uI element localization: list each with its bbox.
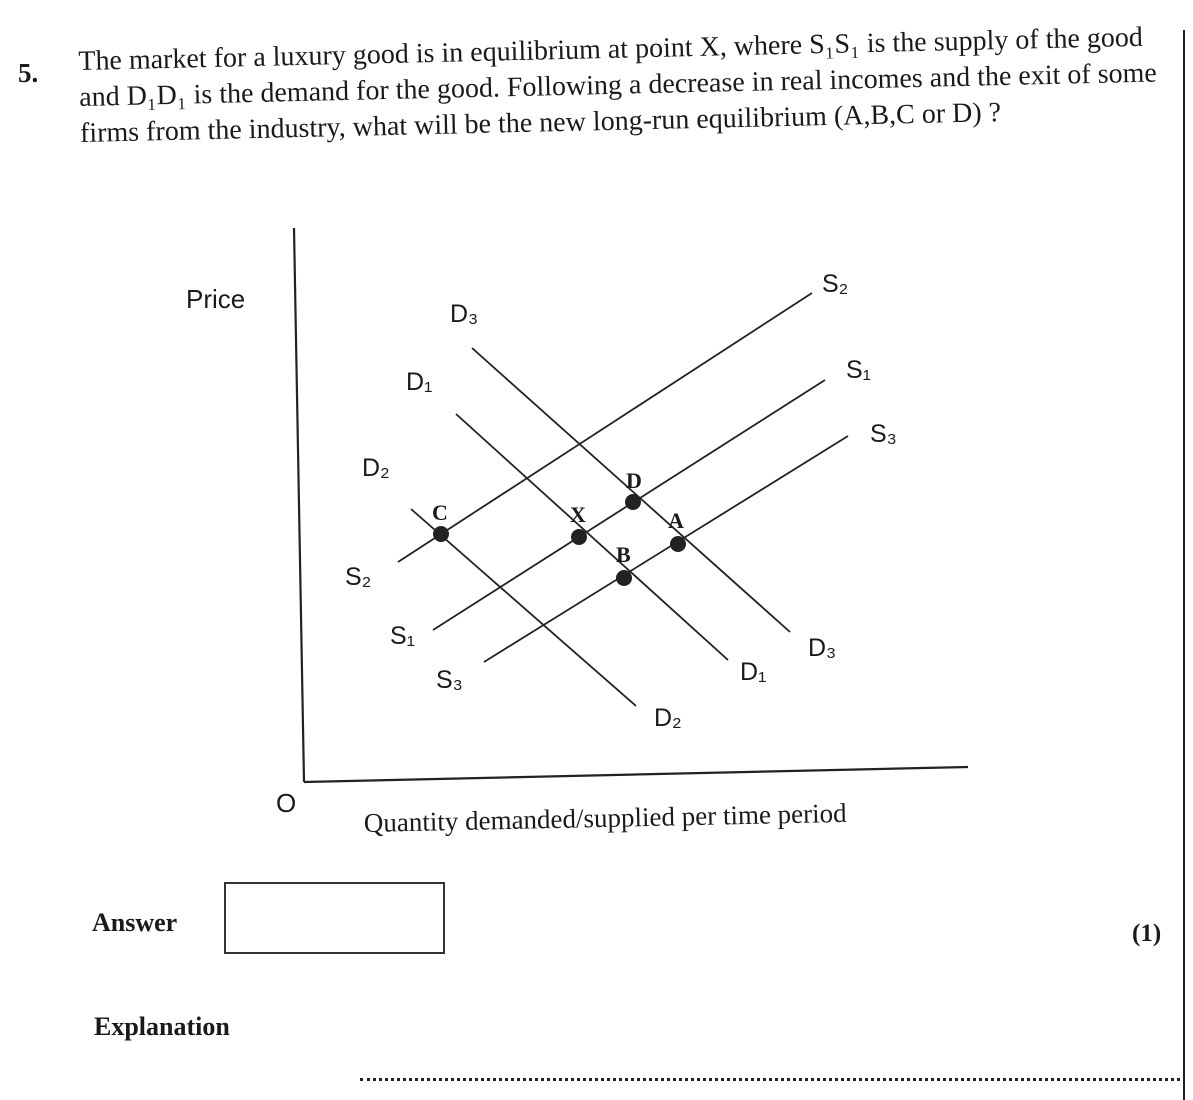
y-axis-label: Price (186, 284, 246, 314)
answer-label: Answer (92, 908, 178, 937)
s1-end-label: S₁ (846, 356, 872, 384)
marks-label: (1) (1132, 920, 1162, 947)
d2-start-label: D₂ (362, 454, 390, 482)
point-a-label: A (668, 508, 684, 533)
origin-label: O (276, 788, 297, 818)
s1-start-label: S₁ (390, 622, 416, 650)
point-c-marker (433, 526, 449, 542)
s3-start-label: S₃ (436, 666, 463, 694)
point-d-label: D (626, 468, 642, 493)
s2-start-label: S₂ (345, 563, 372, 591)
d1-end-label: D₁ (740, 658, 767, 686)
x-axis-label: Quantity demanded/supplied per time period (363, 797, 847, 838)
question-number: 5. (18, 58, 39, 88)
d2-end-label: D₂ (654, 704, 682, 732)
point-c-label: C (432, 500, 448, 525)
d3-end-label: D₃ (808, 634, 837, 662)
s2-end-label: S₂ (822, 270, 849, 298)
answer-input-box[interactable] (224, 882, 445, 954)
point-b-label: B (616, 542, 631, 567)
question-text: The market for a luxury good is in equilibrium at point X, where S₁S₁ is the supply of the good and D₁D₁ is the demand for the good. Following a decrease in real incomes and the exit of some firms from the industry, what will be the new long-run equilibrium (A,B,C or D) ? (78, 21, 1158, 149)
s3-end-label: S₃ (870, 420, 897, 448)
point-x-label: X (570, 502, 586, 527)
d1-start-label: D₁ (406, 368, 433, 396)
point-a-marker (670, 536, 686, 552)
explanation-writing-line[interactable] (360, 1078, 1180, 1081)
demand-curve-d1 (456, 414, 728, 660)
d3-start-label: D₃ (450, 300, 479, 328)
y-axis (294, 228, 304, 782)
x-axis (304, 767, 968, 782)
point-x-marker (571, 529, 587, 545)
point-b-marker (616, 570, 632, 586)
point-d-marker (625, 494, 641, 510)
explanation-label: Explanation (94, 1012, 230, 1041)
